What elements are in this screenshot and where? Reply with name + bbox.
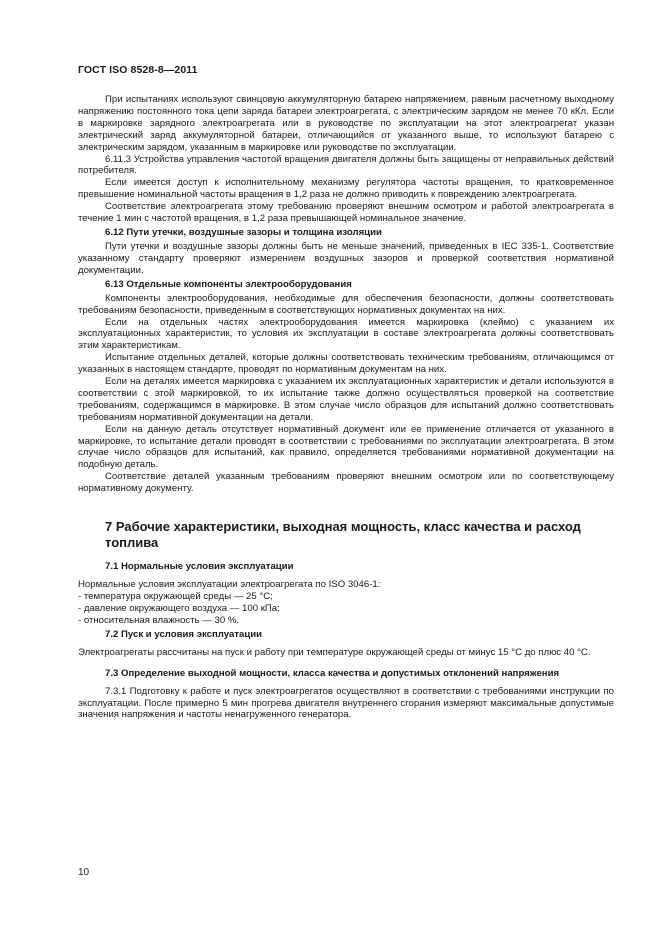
paragraph: Пути утечки и воздушные зазоры должны быть не меньше значений, приведенных в IEC 335-1. Соответствие указанному стандарту проверяют измерением воздушных зазоров и проверкой соответствия нормативной документации. [78,240,614,276]
paragraph: Электроагрегаты рассчитаны на пуск и работу при температуре окружающей среды от минус 15 °С до плюс 40 °С. [78,646,591,658]
paragraph: Испытание отдельных деталей, которые должны соответствовать техническим требованиям, отличающимся от указанных в настоящем стандарте, проводят по нормативным документам на них. [78,352,614,376]
section-7-title: 7 Рабочие характеристики, выходная мощность, класс качества и расход топлива [105,519,581,551]
running-title: ГОСТ ISO 8528-8—2011 [78,64,198,76]
clause-7-3-1: 7.3.1 Подготовку к работе и пуск электроагрегатов осуществляют в соответствии с требованиями инструкции по эксплуатации. После примерно 5 мин прогрева двигателя внутреннего сгорания измеряют максимальные допустимые значения напряжения и частоты ненагруженного генератора. [78,685,614,721]
list-item: - относительная влажность — 30 %. [78,614,240,626]
heading-7-3: 7.3 Определение выходной мощности, класса качества и допустимых отклонений напряжения [105,667,560,679]
paragraph: Нормальные условия эксплуатации электроагрегата по ISO 3046-1: [78,579,381,591]
list-item: - давление окружающего воздуха — 100 кПа; [78,602,280,614]
paragraph: При испытаниях используют свинцовую аккумуляторную батарею напряжением, равным расчетному выходному напряжению постоянного тока цепи заряда батареи электроагрегата, с электрическим зарядом не менее 70 кКл. Если в маркировке зарядного электроагрегата или в руководстве по эксплуатации на этот электроагрегат указан электрический заряд аккумуляторной батареи, отличающийся от указанного выше, то используют батарею с электрическим зарядом, указанным в маркировке или руководстве по эксплуатации. [78,94,614,153]
paragraph: Соответствие деталей указанным требованиям проверяют внешним осмотром или по соответствующему нормативному документу. [78,471,614,495]
paragraph: Соответствие электроагрегата этому требованию проверяют внешним осмотром и работой электроагрегата в течение 1 мин с частотой вращения, в 1,2 раза превышающей номинальное значение. [78,201,614,225]
heading-7-1: 7.1 Нормальные условия эксплуатации [105,561,294,573]
page-content [78,94,614,721]
heading-6-13: 6.13 Отдельные компоненты электрооборудования [105,278,352,290]
paragraph: Если на данную деталь отсутствует нормативный документ или ее применение отличается от указанного в маркировке, то испытание детали проводят в соответствии с требованиями по эксплуатации электроагрегата. В этом случае число образцов для испытаний, как правило, определяется требованиями нормативной документации на подобную деталь. [78,423,614,471]
paragraph: Если на отдельных частях электрооборудования имеется маркировка (клеймо) с указанием их эксплуатационных характеристик, то условия их эксплуатации в составе электроагрегата должны соответствовать этим характеристикам. [78,316,614,352]
clause-6-11-3: 6.11.3 Устройства управления частотой вращения двигателя должны быть защищены от неправильных действий потребителя. [78,153,614,177]
paragraph: Если имеется доступ к исполнительному механизму регулятора частоты вращения, то кратковременное превышение номинальной частоты вращения в 1,2 раза не должно приводить к повреждению электроагрегата. [78,177,614,201]
heading-6-12: 6.12 Пути утечки, воздушные зазоры и толщина изоляции [105,226,382,238]
paragraph: Если на деталях имеется маркировка с указанием их эксплуатационных характеристик и детали используются в соответствии с этой маркировкой, то их испытание также должно осуществляться проверкой на соответствие требованиям, содержащимся в маркировке. В этом случае число образцов для испытаний должно соответствовать требованиям нормативной документации на детали. [78,376,614,423]
paragraph: Компоненты электрооборудования, необходимые для обеспечения безопасности, должны соответствовать требованиям безопасности, приведенным в соответствующих нормативных документах на них. [78,292,614,316]
page-number: 10 [78,867,90,878]
heading-7-2: 7.2 Пуск и условия эксплуатации [105,628,263,640]
list-item: - температура окружающей среды — 25 °С; [78,591,273,602]
